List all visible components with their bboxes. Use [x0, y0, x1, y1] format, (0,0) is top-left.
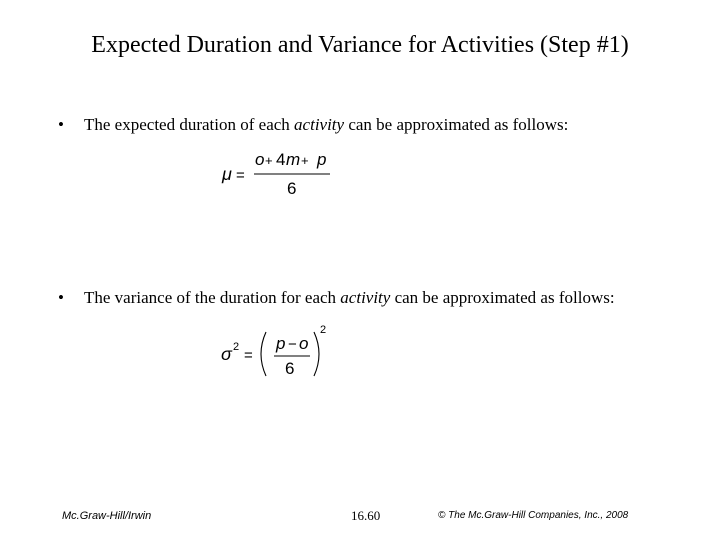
footer-publisher: Mc.Graw-Hill/Irwin: [62, 510, 152, 522]
numerator-p: p: [276, 334, 286, 353]
bullet-variance: [58, 287, 615, 309]
right-paren: [314, 332, 319, 376]
numerator-4: 4: [276, 150, 286, 169]
bullet-text-after: can be approximated as follows:: [344, 115, 569, 134]
bullet-text-after: can be approximated as follows:: [390, 288, 615, 307]
bullet-glyph: •: [58, 288, 64, 307]
footer-slide-number: 16.60: [351, 508, 381, 523]
expected-duration-formula: [220, 148, 340, 200]
numerator-minus: −: [288, 336, 297, 353]
numerator-o: o: [299, 334, 309, 353]
numerator-plus-2: +: [301, 153, 309, 168]
bullet-text-emphasis: activity: [340, 288, 391, 307]
bullet-text-before: The variance of the duration for each: [84, 288, 341, 307]
bullet-glyph: •: [58, 115, 64, 134]
bullet-expected-duration: [58, 114, 568, 136]
slide-title: Expected Duration and Variance for Activities (Step #1): [91, 32, 629, 58]
numerator-o: o: [255, 150, 265, 169]
variance-formula: [218, 320, 338, 378]
denominator-6: 6: [287, 179, 297, 198]
sigma-symbol: σ: [221, 344, 232, 364]
numerator-m: m: [286, 150, 301, 169]
left-paren: [261, 332, 266, 376]
sigma-exponent: 2: [233, 341, 240, 353]
expected-duration-formula-svg: [220, 148, 340, 200]
outer-exponent: 2: [320, 324, 327, 336]
footer-copyright: © The Mc.Graw-Hill Companies, Inc., 2008: [438, 510, 629, 521]
bullet-text-before: The expected duration of each: [84, 115, 295, 134]
numerator-p: p: [317, 150, 327, 169]
mu-symbol: μ: [222, 164, 232, 184]
variance-formula-svg: [218, 320, 338, 378]
bullet-text-emphasis: activity: [294, 115, 345, 134]
numerator-plus-1: +: [265, 153, 273, 168]
equals-sign: =: [236, 167, 245, 184]
denominator-6: 6: [285, 359, 295, 378]
equals-sign: =: [244, 347, 253, 364]
